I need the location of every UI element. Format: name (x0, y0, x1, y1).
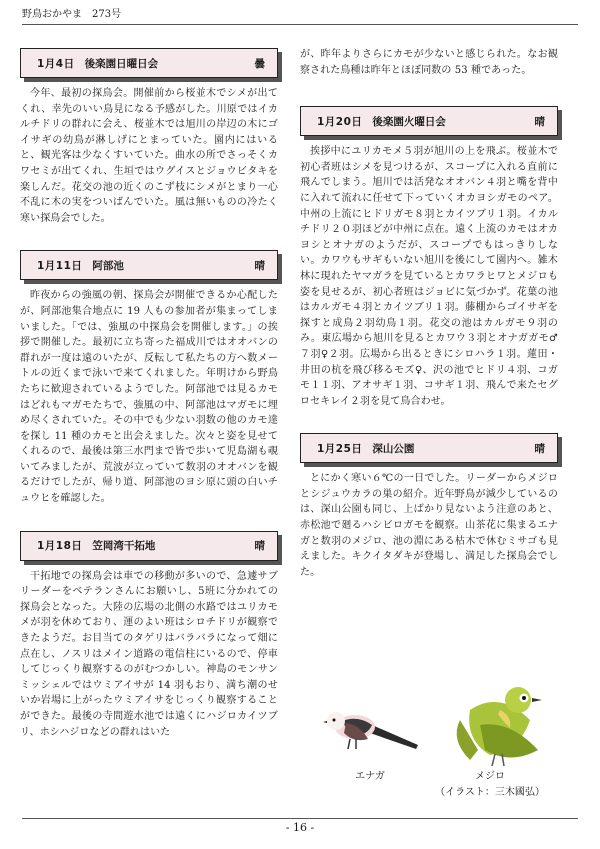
section-place: 阿部池 (92, 259, 124, 272)
section-body-jan20: 挨拶中にユリカモメ５羽が旭川の上を飛ぶ。桜並木で初心者班はシメを見つけるが、スコープに入れる直前に飛んでしまう。旭川では活発なオオバン４羽と嘴を背中に入れて流れに任せて下っていくオカヨシガモのペア。中州の上流にヒドリガモ８羽とカイツブリ１羽。イカルチドリ２０羽ほどが中州に点在。遠く上流のカモはオカヨシとオナガのようだが、スコープでもはっきりしない。カワウもサギもいない旭川を後にして園内へ。雑木林に現れたヤマガラを見ているとカワラヒワとメジロも姿を見せるが、初心者班はジョビに気づかず。花葉の池はカルガモ４羽とカイツブリ１羽。藤棚からゴイサギを探すと成鳥２羽幼鳥１羽。花交の池はカルガモ９羽のみ。東広場から旭川を見るとカワウ３羽とオナガガモ♂７羽♀２羽。広場から出るときにシロハラ１羽。蓮田・井田の杭を飛び移るモズ♀、沢の池でヒドリ４羽、コガモ１１羽、アオサギ１羽、コサギ１羽、飛んで来たセグロセキレイ２羽を見て鳥合わせ。 (300, 146, 558, 407)
long-tailed-tit-illustration (310, 695, 420, 765)
section-body-jan11: 昨夜からの強風の朝、探鳥会が開催できるか心配したが、阿部池集合地点に 19 人もの参加者が集まってしまいました。「では、強風の中探鳥会を開催します。」の挨拶で開催した。最初に立ち寄った福成川ではオオバンの群れが一度は遠のいたが、反転して私たちの方へ数メートルの近くまで泳いで来てくれました。年明けから野鳥たちに歓迎されているようでした。阿部池では見るカモはどれもマガモたちで、強風の中、阿部池はマガモに埋め尽くされていた。その中でも少ない羽数の他のカモ達を探し 11 種のカモと出会えました。次々と姿を見せてくれるので、最後は第三水門まで皆で歩いて児島湖も覗いてみましたが、荒波が立っていて数羽のオオバンを観るだけでしたが、帰り道、阿部池のヨシ原に頭の白いチュウヒを確認した。 (20, 290, 278, 505)
section-weather: 晴 (534, 442, 545, 455)
issue-number: 273号 (92, 9, 122, 20)
section-body-jan18-continued: が、昨年よりさらにカモが少ないと感じられた。なお観察された鳥種は昨年とほぼ同数の 53 種であった。 (300, 49, 558, 76)
page-number: - 16 - (22, 818, 578, 834)
white-eye-illustration (440, 680, 550, 770)
section-place: 後楽園火曜日会 (372, 115, 446, 128)
publication-title: 野鳥おかやま (22, 9, 82, 20)
right-column (300, 47, 558, 580)
section-header-jan20 (300, 106, 558, 136)
section-header-jan18 (20, 531, 278, 561)
section-place: 後楽園日曜日会 (84, 57, 159, 70)
section-date: 1月25日 (317, 442, 363, 455)
section-weather: 晴 (254, 540, 265, 553)
section-weather: 曇 (254, 57, 265, 70)
section-header-jan11 (20, 250, 278, 280)
section-place: 深山公園 (372, 442, 415, 455)
page-header (22, 8, 578, 25)
section-weather: 晴 (534, 115, 545, 128)
bird-illustrations (300, 675, 558, 805)
section-header-jan4 (20, 48, 278, 78)
section-body-jan18: 干拓地での探鳥会は車での移動が多いので、急遽サブリーダーをベテランさんにお願いし、5班に分かれての探鳥会となった。大陸の広場の北側の水路ではユリカモメが羽を休めており、運のよい班はシロチドリが観察できたようだ。お目当てのタゲリはバラバラになって畑に点在し、ノスリはメイン道路の電信柱にいるので、停車してじっくり観察するのがむつかしい。神島のモンサンミッシェルではウミアイサが 14 羽もおり、満ち潮のせいか岩場に上がったウミアイサをじっくり観察することができた。最後の寺間遊水池では遠くにハジロカイツブリ、ホシハジロなどの群れはいた (20, 570, 278, 738)
section-date: 1月20日 (317, 115, 363, 128)
section-weather: 晴 (254, 259, 265, 272)
section-body-jan4: 今年、最初の探鳥会。開催前から桜並木でシメが出てくれ、幸先のいい鳥見になる予感がした。川原ではイカルチドリの群れに会え、桜並木では旭川の岸辺の木にゴイサギの幼鳥が淋しげにとまっていた。園内にはいると、観光客は少なくすいていた。曲水の所でさっそくカワセミが出てくれ、生垣ではウグイスとジョウビタキを楽しんだ。花交の池の近くのこず枝にシメがとまり一心不乱に木の実をついばんでいた。風は無いものの冷たく寒い探鳥会でした。 (20, 88, 278, 224)
caption-white-eye: メジロ (475, 771, 505, 782)
caption-long-tailed-tit: エナガ (355, 771, 385, 782)
section-date: 1月4日 (37, 57, 75, 70)
section-body-jan25: とにかく寒い６℃の一日でした。リーダーからメジロとシジュウカラの巣の紹介。近年野鳥が減少しているのは、深山公園も同じ、上ばかり見ないよう注意のあと、赤松池で廻るハシビロガモを観察。山茶花に集まるエナガと数羽のメジロ、池の淵にある枯木で休むミサゴも見えました。キクイタダキが登場し、満足した探鳥会でした。 (300, 473, 558, 578)
illustration-credit: （イラスト：三木國弘） (435, 787, 545, 798)
section-date: 1月18日 (37, 540, 83, 553)
section-header-jan25 (300, 433, 558, 463)
left-column (20, 48, 278, 738)
section-date: 1月11日 (37, 259, 83, 272)
section-place: 笠岡湾干拓地 (92, 540, 156, 553)
